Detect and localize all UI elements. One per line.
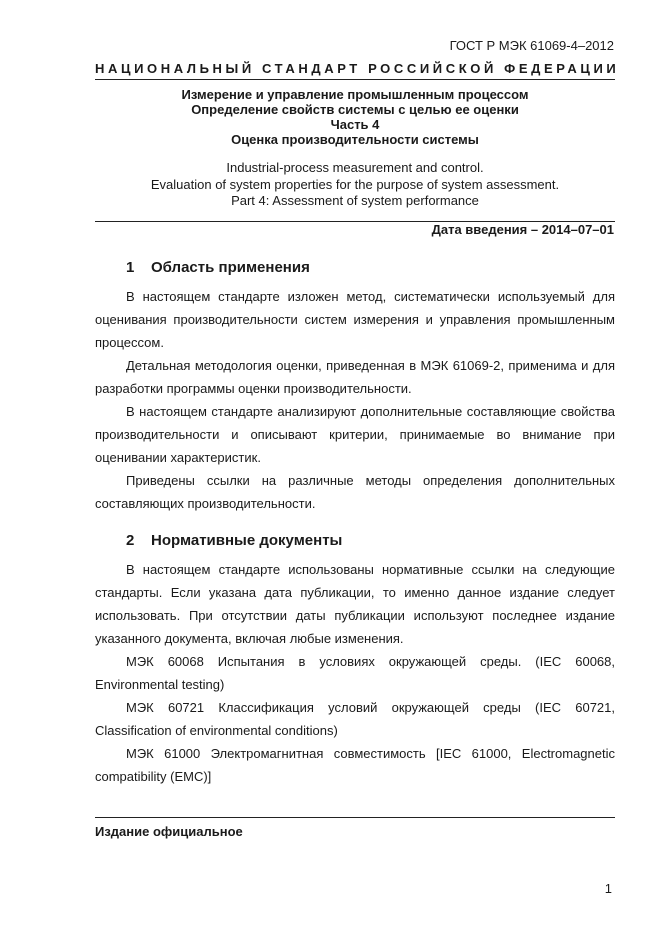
english-title-line: Evaluation of system properties for the purpose of system assessment. [150,176,560,192]
reference-item: МЭК 61000 Электромагнитная совместимость [IEC 61000, Electromagnetic compatibility (EMC)] [95,746,615,784]
header-rule [95,79,615,80]
paragraph: Детальная методология оценки, приведенная в МЭК 61069-2, применима и для разработки программы оценки производительности. [95,358,615,396]
footer-rule [95,817,615,818]
page-number: 1 [604,881,612,896]
section-body-scope [95,285,615,515]
date-of-introduction: Дата введения – 2014–07–01 [431,222,614,237]
official-edition-label: Издание официальное [95,824,243,839]
section-title: Область применения [151,259,310,276]
english-title-line: Industrial-process measurement and control. [226,160,484,175]
english-title-line: Part 4: Assessment of system performance [231,193,479,208]
section-heading-scope [126,259,310,276]
section-number: 1 [126,259,135,276]
section-body-normative-references [95,558,615,788]
section-heading-normative-references [126,532,342,549]
russian-title-line: Измерение и управление промышленным процессом [181,87,529,102]
russian-title-block [95,87,615,147]
reference-item: МЭК 60068 Испытания в условиях окружающей среды. (IEC 60068, Environmental testing) [95,654,615,692]
russian-title-line: Определение свойств системы с целью ее оценки [191,102,519,117]
russian-title-line: Оценка производительности системы [231,132,479,147]
section-number: 2 [126,532,135,549]
english-title-block [95,160,615,210]
paragraph: В настоящем стандарте анализируют дополнительные составляющие свойства производительности и описывают критерии, принимаемые во внимание при оценивании характеристик. [95,404,615,465]
paragraph: В настоящем стандарте использованы нормативные ссылки на следующие стандарты. Если указана дата публикации, то именно данное издание следует использовать. При отсутствии даты публикации используют последнее издание указанного документа, включая любые изменения. [95,562,615,646]
russian-title-line: Часть 4 [330,117,380,132]
section-title: Нормативные документы [151,532,343,549]
paragraph: Приведены ссылки на различные методы определения дополнительных составляющих производительности. [95,473,615,511]
document-code: ГОСТ Р МЭК 61069-4–2012 [449,38,614,53]
paragraph: В настоящем стандарте изложен метод, систематически используемый для оценивания производительности систем измерения и управления промышленным процессом. [95,289,615,350]
reference-item: МЭК 60721 Классификация условий окружающей среды (IEC 60721, Classification of environmental conditions) [95,700,615,738]
national-standard-title: НАЦИОНАЛЬНЫЙ СТАНДАРТ РОССИЙСКОЙ ФЕДЕРАЦИИ [95,61,620,76]
